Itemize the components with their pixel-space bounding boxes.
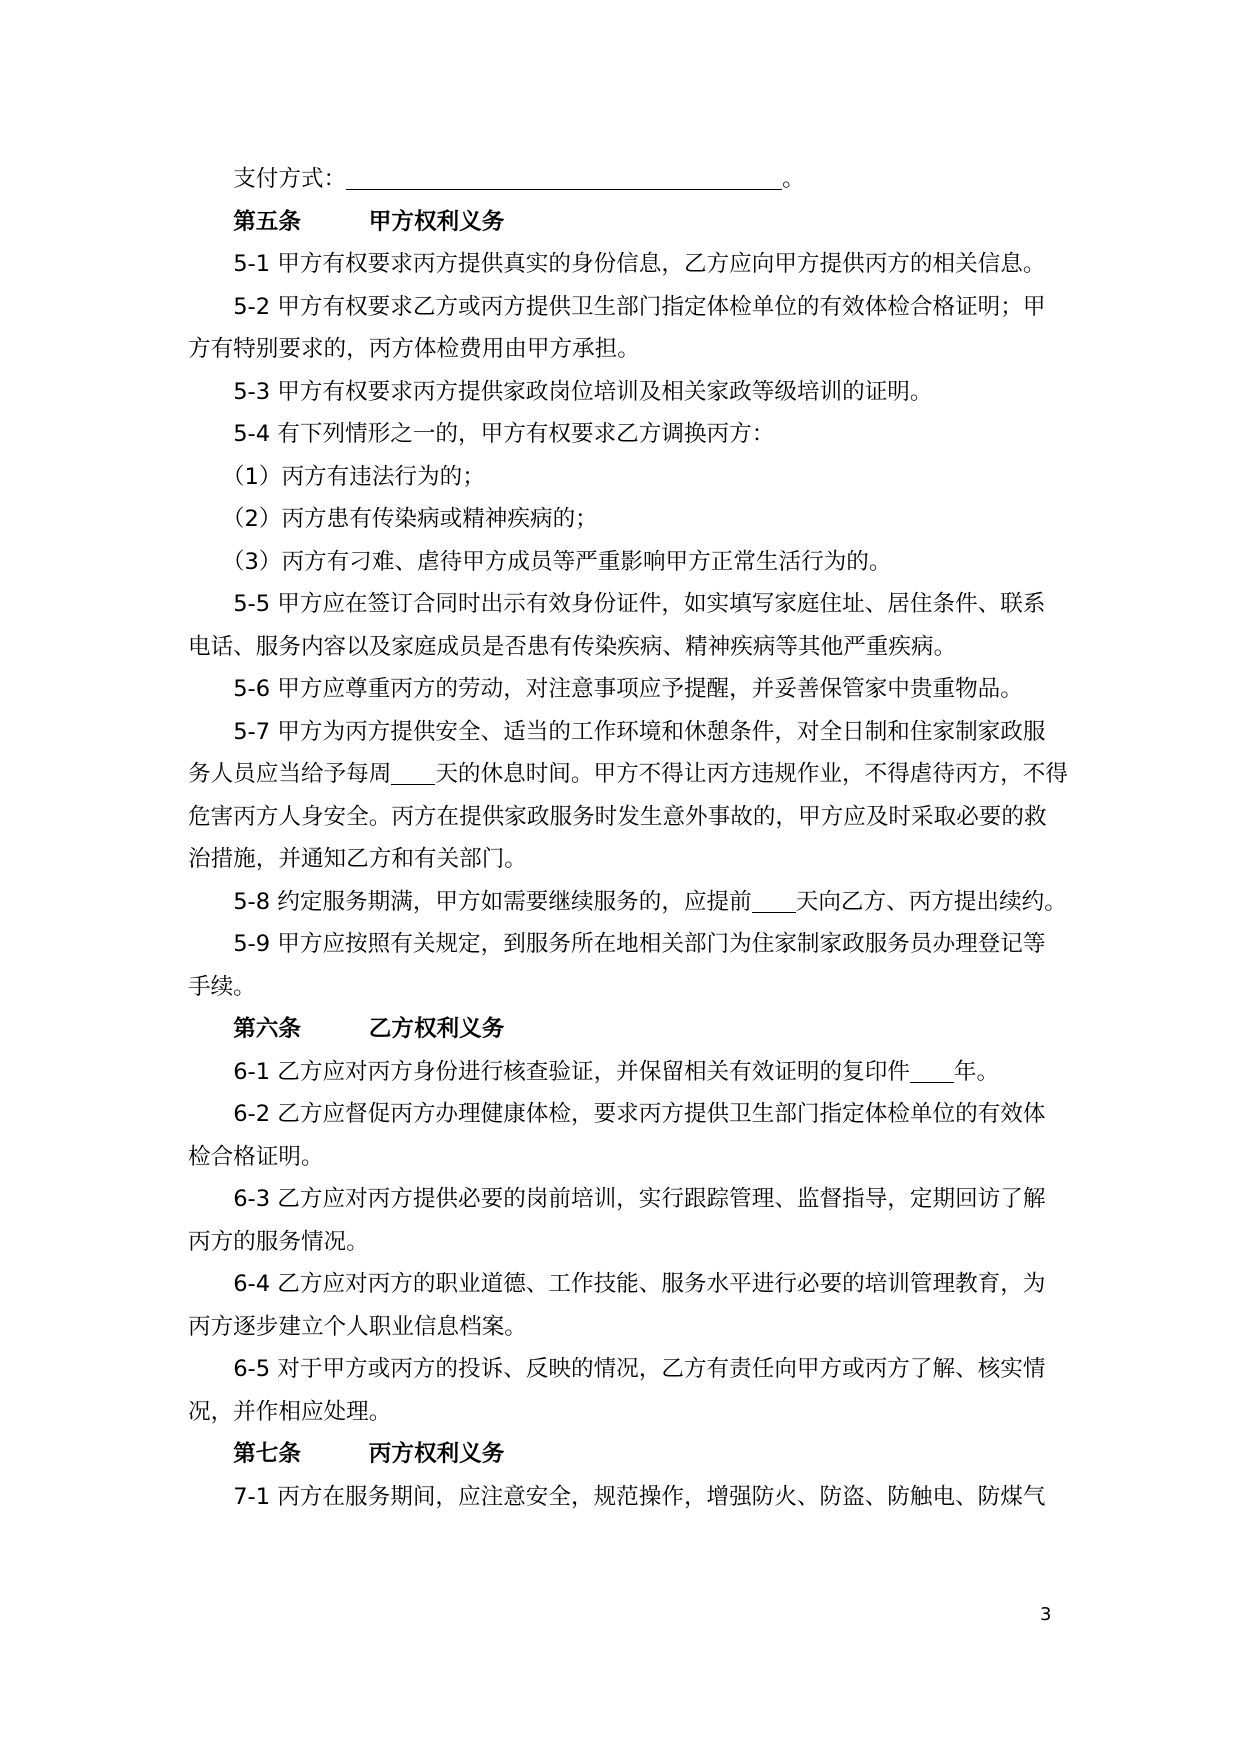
payment-method-line	[188, 158, 1068, 201]
payment-method-blank[interactable]	[346, 165, 782, 190]
article-7-heading	[188, 1433, 1068, 1476]
clause-5-4-item-1: （1）丙方有违法行为的；	[221, 463, 485, 490]
renewal-days-blank[interactable]	[752, 888, 796, 913]
rest-days-blank[interactable]	[391, 760, 435, 785]
clause-5-4-item-2: （2）丙方患有传染病或精神疾病的；	[221, 506, 598, 532]
clause-5-3: 5-3 甲方有权要求丙方提供家政岗位培训及相关家政等级培训的证明。	[233, 378, 933, 405]
clause-7-1: 7-1 丙方在服务期间，应注意安全，规范操作，增强防火、防盗、防触电、防煤气	[233, 1483, 1046, 1510]
clause-6-4: 6-4 乙方应对丙方的职业道德、工作技能、服务水平进行必要的培训管理教育，为丙方逐步建立个人职业信息档案。	[188, 1271, 1046, 1340]
payment-method-end: 。	[782, 166, 805, 192]
clause-6-3: 6-3 乙方应对丙方提供必要的岗前培训，实行跟踪管理、监督指导，定期回访了解丙方的服务情况。	[188, 1186, 1046, 1255]
copy-retention-years-blank[interactable]	[910, 1058, 954, 1083]
clause-5-8: 5-8 约定服务期满，甲方如需要继续服务的，应提前 天向乙方、丙方提出续约。	[233, 888, 1067, 915]
article-6-number: 第六条	[233, 1016, 301, 1042]
article-5-title: 甲方权利义务	[368, 208, 505, 235]
clause-5-1: 5-1 甲方有权要求丙方提供真实的身份信息，乙方应向甲方提供丙方的相关信息。	[233, 251, 1046, 277]
page-number: 3	[1040, 1604, 1052, 1625]
clause-5-9: 5-9 甲方应按照有关规定，到服务所在地相关部门为住家制家政服务员办理登记等手续。	[188, 931, 1046, 1000]
article-5-heading	[188, 201, 1068, 244]
article-7-title: 丙方权利义务	[368, 1441, 505, 1467]
clause-5-2: 5-2 甲方有权要求乙方或丙方提供卫生部门指定体检单位的有效体检合格证明；甲方有特别要求的，丙方体检费用由甲方承担。	[188, 293, 1046, 362]
payment-method-label: 支付方式：	[233, 166, 347, 192]
document-body	[188, 158, 1068, 1518]
clause-6-2: 6-2 乙方应督促丙方办理健康体检，要求丙方提供卫生部门指定体检单位的有效体检合格证明。	[188, 1101, 1046, 1170]
article-6-heading	[188, 1008, 1068, 1051]
clause-5-4-item-3: （3）丙方有刁难、虐待甲方成员等严重影响甲方正常生活行为的。	[221, 548, 892, 575]
clause-5-4: 5-4 有下列情形之一的，甲方有权要求乙方调换丙方：	[233, 421, 775, 447]
clause-5-6: 5-6 甲方应尊重丙方的劳动，对注意事项应予提醒，并妥善保管家中贵重物品。	[233, 676, 1023, 702]
clause-5-7: 5-7 甲方为丙方提供安全、适当的工作环境和休憩条件，对全日制和住家制家政服务人员应当给予每周 天的休息时间。甲方不得让丙方违规作业，不得虐待丙方，不得危害丙方人身安全。丙方在提供家政服务时发生意外事故的，甲方应及时采取必要的救治措施，并通知乙方和有关部门。	[188, 718, 1068, 872]
article-5-number: 第五条	[233, 208, 301, 235]
clause-6-5: 6-5 对于甲方或丙方的投诉、反映的情况，乙方有责任向甲方或丙方了解、核实情况，并作相应处理。	[188, 1356, 1046, 1425]
clause-5-5: 5-5 甲方应在签订合同时出示有效身份证件，如实填写家庭住址、居住条件、联系电话、服务内容以及家庭成员是否患有传染疾病、精神疾病等其他严重疾病。	[188, 591, 1046, 660]
article-6-title: 乙方权利义务	[368, 1016, 505, 1042]
clause-6-1: 6-1 乙方应对丙方身份进行核查验证，并保留相关有效证明的复印件 年。	[233, 1058, 1000, 1085]
article-7-number: 第七条	[233, 1441, 301, 1467]
